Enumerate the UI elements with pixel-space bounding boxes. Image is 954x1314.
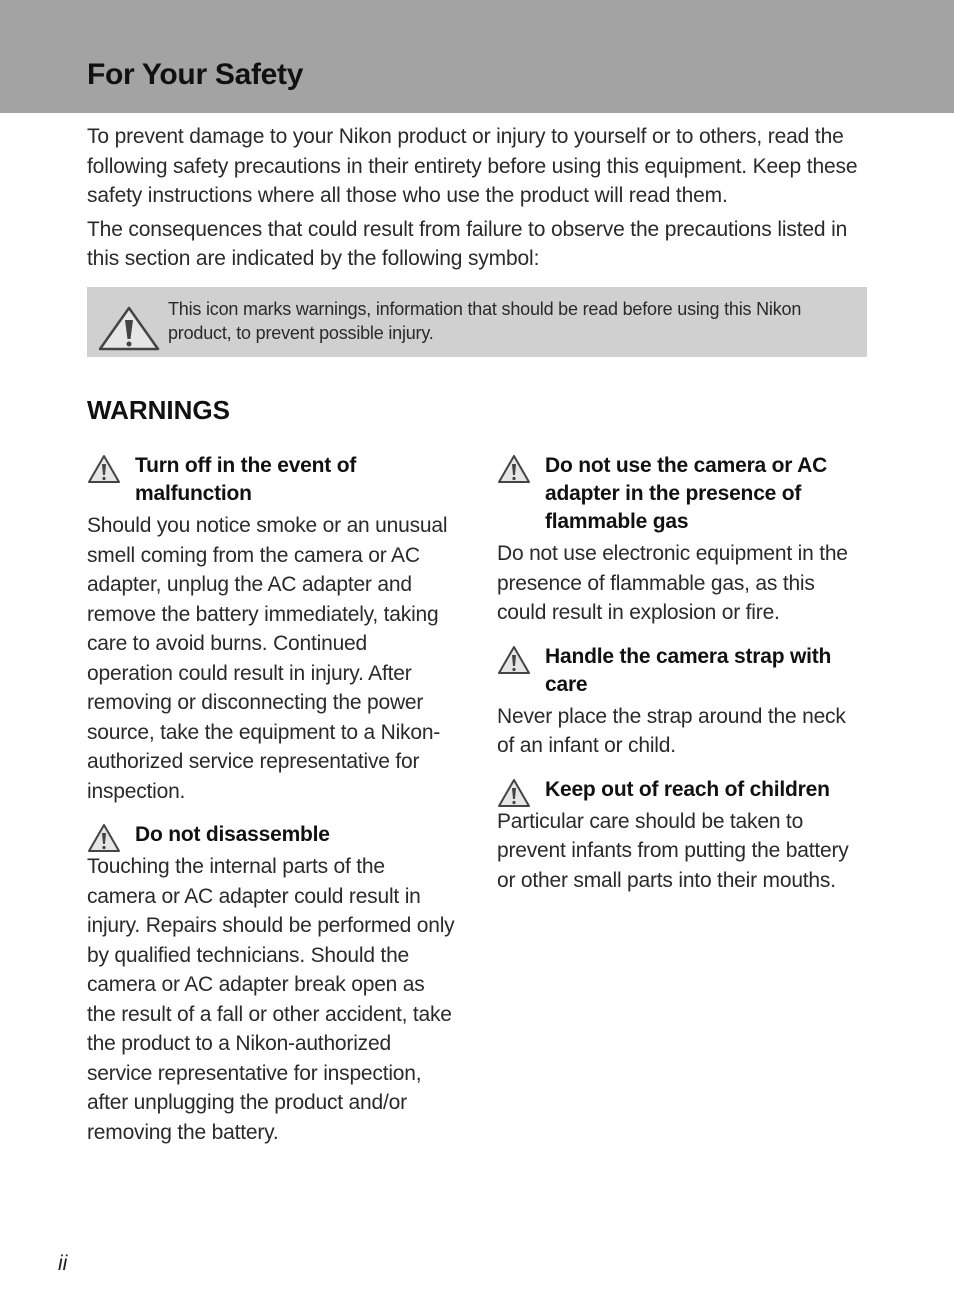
warning-title: Keep out of reach of children (545, 777, 830, 801)
warning-item (497, 643, 867, 761)
warning-item (497, 452, 867, 628)
warning-triangle-icon (497, 645, 531, 675)
warning-title-row (497, 452, 867, 536)
warning-triangle-icon (97, 305, 161, 351)
warning-title: Turn off in the event of malfunction (135, 454, 357, 505)
warning-item (497, 776, 867, 896)
warning-body: Should you notice smoke or an unusual smell coming from the camera or AC adapter, unplug the AC adapter and remove the battery immediately, taking care to avoid burns. Continued operation could result in injury. After removing or disconnecting the power source, take the equipment to a Nikon-authorized service representative for inspection. (87, 514, 448, 803)
warning-title-row (497, 643, 867, 699)
intro-paragraph: The consequences that could result from failure to observe the precautions listed in this section are indicated by the following symbol: (87, 217, 848, 270)
warning-body: Do not use electronic equipment in the presence of flammable gas, as this could result in explosion or fire. (497, 542, 848, 624)
warning-body: Touching the internal parts of the camera or AC adapter could result in injury. Repairs should be performed only by qualified technicians. Should the camera or AC adapter break open as the result of a fall or other accident, take the product to a Nikon-authorized service representative for inspection, after unplugging the product and/or removing the battery. (87, 855, 455, 1144)
warnings-left-column (87, 452, 455, 1162)
warning-triangle-icon (87, 454, 121, 484)
notice-text: This icon marks warnings, information that should be read before using this Nikon product, to prevent possible injury. (168, 299, 802, 343)
header-band (0, 0, 954, 113)
warning-body: Particular care should be taken to prevent infants from putting the battery or other small parts into their mouths. (497, 809, 849, 892)
intro-paragraph: To prevent damage to your Nikon product or injury to yourself or to others, read the following safety precautions in their entirety before using this equipment. Keep these safety instructions where all those who use the product will read them. (87, 125, 858, 207)
intro-section (87, 122, 872, 278)
warnings-right-column (497, 452, 867, 910)
warning-item (87, 452, 455, 806)
warning-title-row (87, 821, 455, 849)
warning-item (87, 821, 455, 1147)
warnings-heading: WARNINGS (87, 395, 230, 425)
page-title: For Your Safety (87, 58, 304, 91)
warning-title: Do not use the camera or AC adapter in the presence of flammable gas (545, 454, 828, 533)
warning-triangle-icon (87, 823, 121, 853)
warning-title: Do not disassemble (135, 823, 330, 846)
warning-triangle-icon (497, 454, 531, 484)
page-number: ii (58, 1252, 68, 1275)
warning-title-row (87, 452, 455, 508)
warning-triangle-icon (497, 778, 531, 808)
warning-body: Never place the strap around the neck of an infant or child. (497, 704, 846, 757)
warning-title-row (497, 776, 867, 804)
warning-notice-box (87, 287, 867, 357)
warning-title: Handle the camera strap with care (545, 644, 832, 696)
